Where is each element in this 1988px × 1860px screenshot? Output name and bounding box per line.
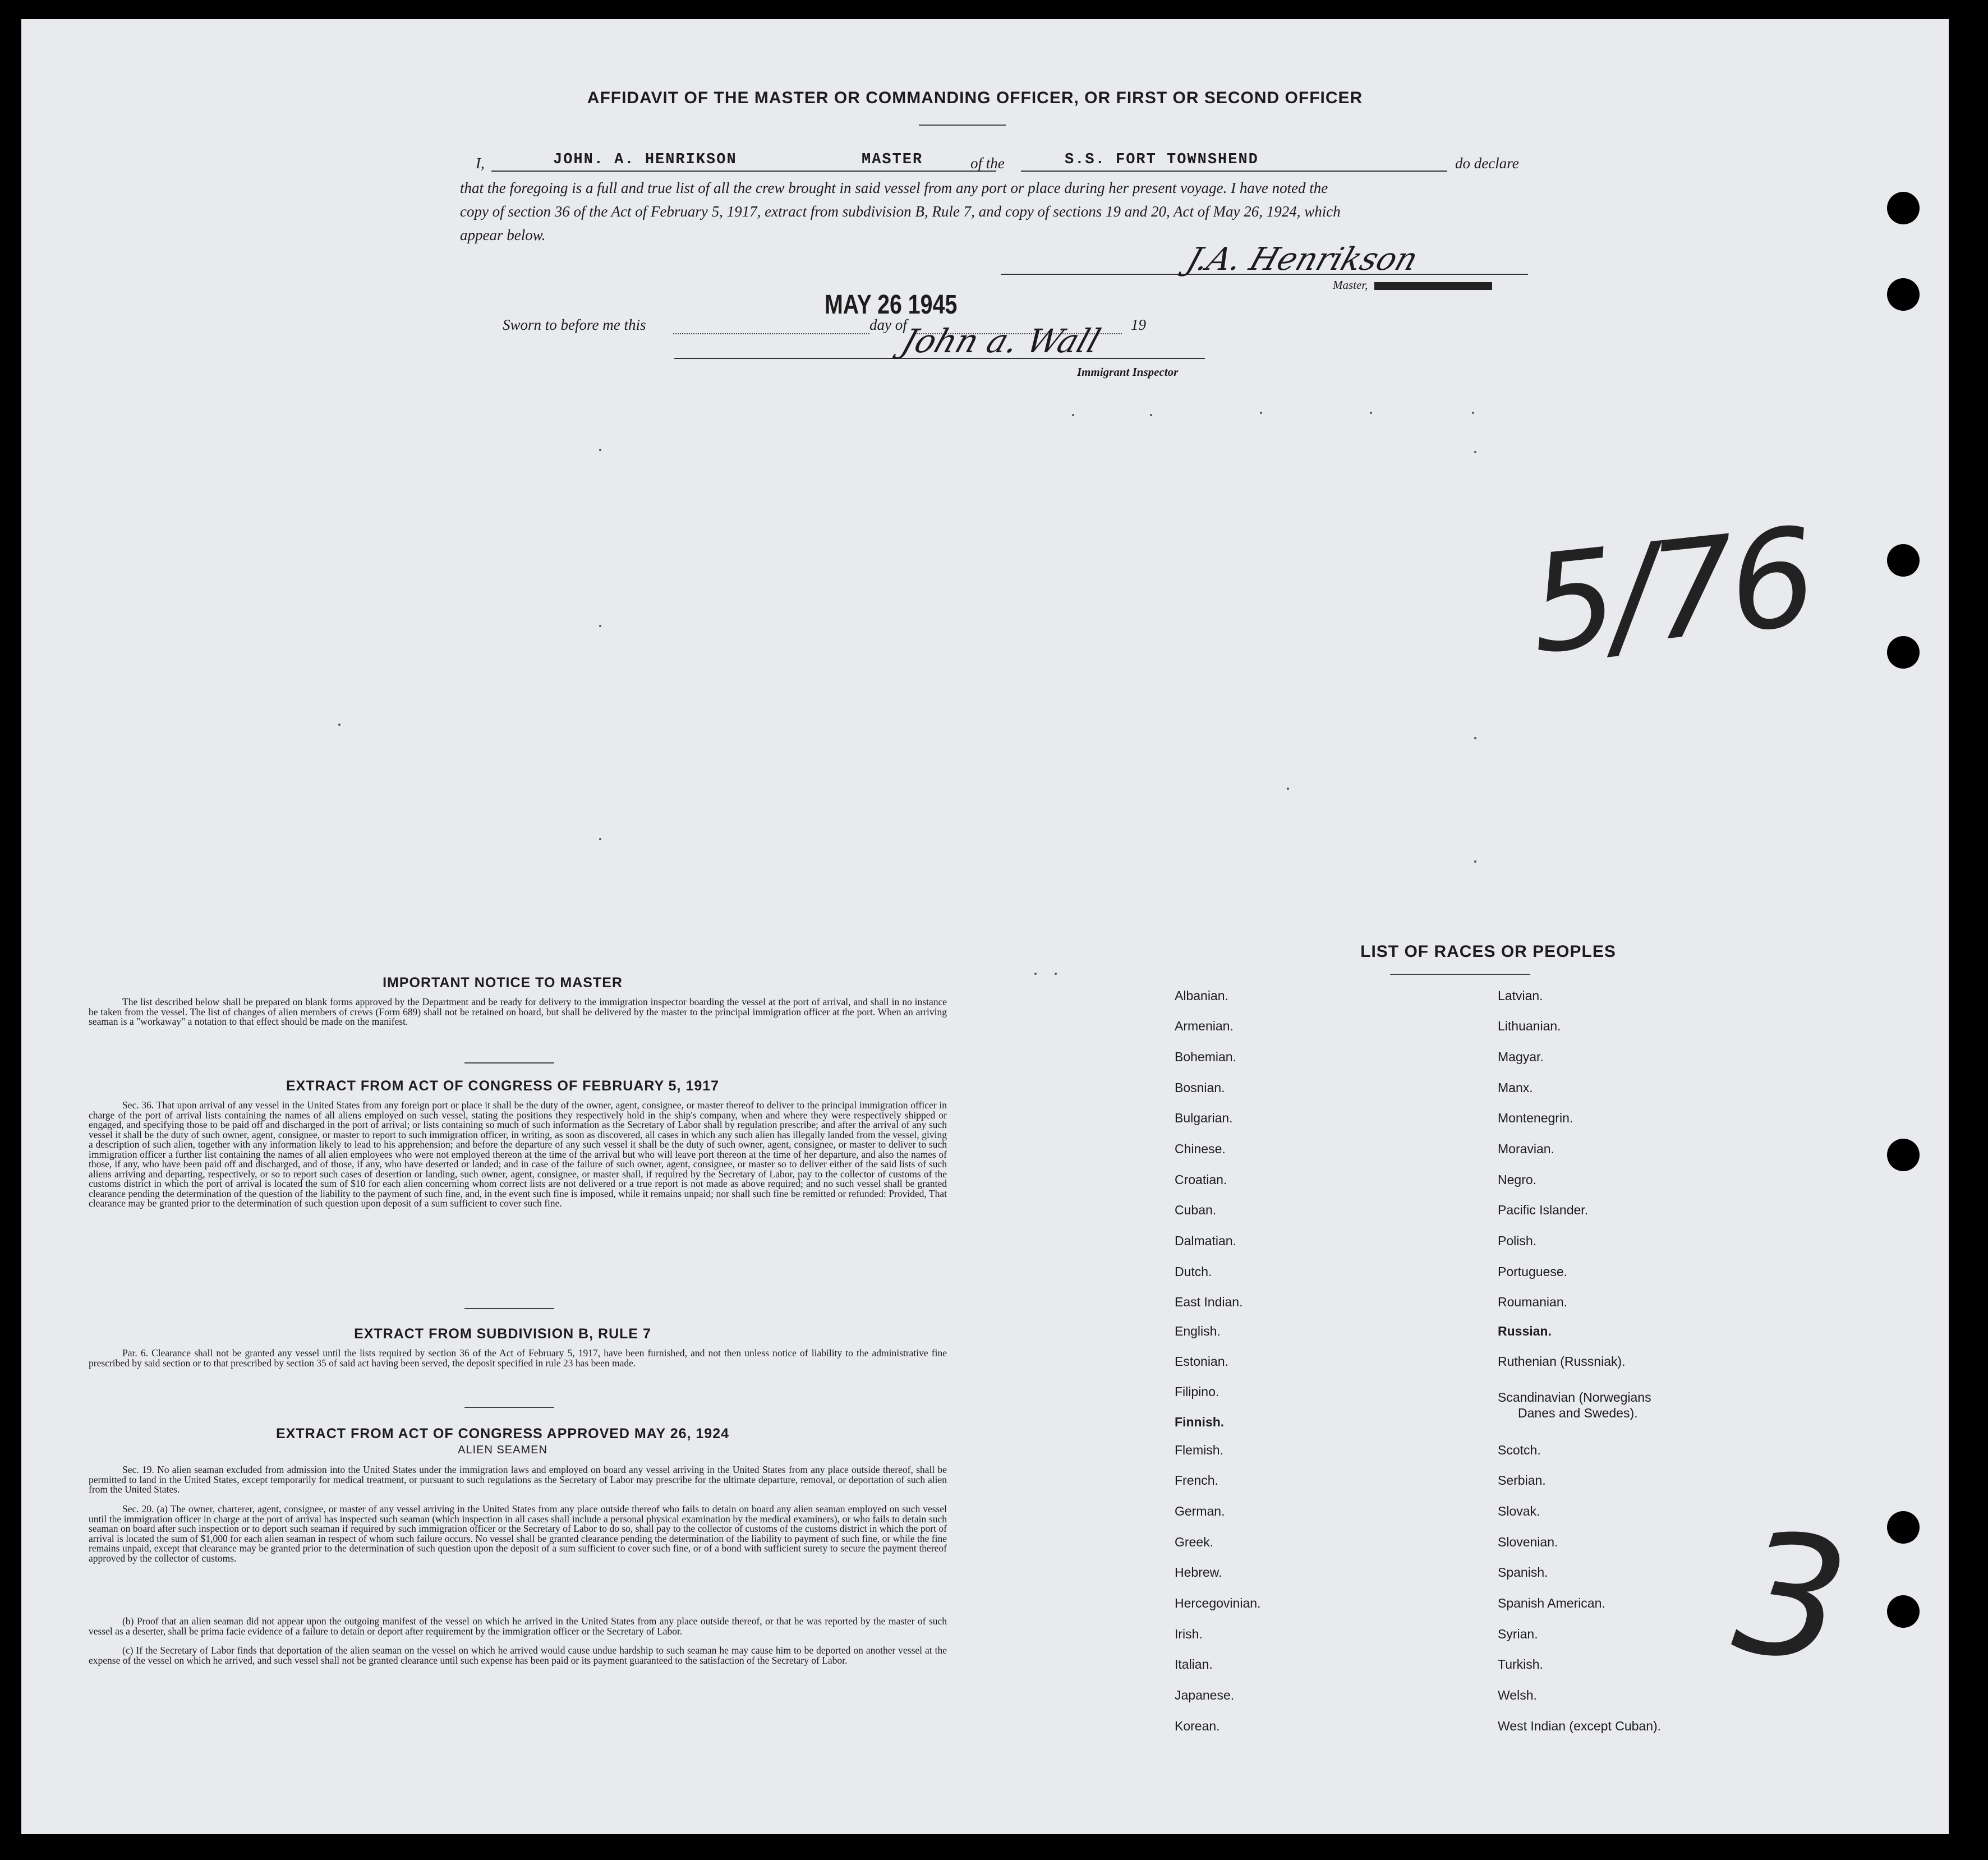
bleed-dot xyxy=(599,449,601,451)
race-left: Greek. xyxy=(1175,1535,1214,1549)
race-right: Danes and Swedes). xyxy=(1518,1406,1638,1420)
race-right: Pacific Islander. xyxy=(1498,1203,1589,1217)
name-field-line xyxy=(491,171,996,172)
bleed-dot xyxy=(599,838,601,840)
notice-title: IMPORTANT NOTICE TO MASTER xyxy=(383,975,623,991)
race-left: Dalmatian. xyxy=(1175,1233,1236,1248)
bleed-dot xyxy=(1472,412,1474,414)
bleed-dot xyxy=(1287,788,1289,790)
master-label xyxy=(1333,278,1492,292)
section-rule xyxy=(464,1308,554,1309)
race-left: Hercegovinian. xyxy=(1175,1596,1261,1610)
date-stamp: MAY 26 1945 xyxy=(825,290,958,320)
handwritten-number: 5/76 xyxy=(1522,498,1818,684)
race-left: English. xyxy=(1175,1324,1221,1338)
race-right: Portuguese. xyxy=(1498,1264,1568,1279)
bleed-dot xyxy=(1055,973,1057,975)
race-right: Spanish. xyxy=(1498,1565,1548,1580)
race-left: Chinese. xyxy=(1175,1141,1226,1156)
race-right: Serbian. xyxy=(1498,1473,1546,1488)
bleed-dot xyxy=(1260,412,1262,414)
bleed-dot xyxy=(1370,412,1372,414)
race-left: French. xyxy=(1175,1473,1218,1488)
race-right: Negro. xyxy=(1498,1172,1537,1187)
master-signature: J.A. Henrikson xyxy=(1182,241,1423,278)
inspector-label: Immigrant Inspector xyxy=(1077,365,1179,379)
do-declare-label: do declare xyxy=(1455,155,1519,172)
document-page xyxy=(21,19,1949,1834)
bleed-dot xyxy=(1474,451,1476,453)
race-left: Albanian. xyxy=(1175,988,1228,1003)
race-left: Bosnian. xyxy=(1175,1080,1225,1095)
master-name-field: JOHN. A. HENRIKSON xyxy=(553,151,737,168)
race-left: Cuban. xyxy=(1175,1203,1217,1217)
extract-1917-text: Sec. 36. That upon arrival of any vessel in the United States from any foreign port or place it shall be the duty of the owner, agent, consignee, or master thereof to deliver to the principal immigration officer in charge of the port of arrival lists containing the names of all aliens employed on such vessel, stating the positions they respectively hold in the ship's company, when and where they were respectively shipped or engaged, and specifying those to be paid off and discharged in the port of arrival; or lists containing so much of such information as the Secretary of Labor shall by regulation prescribe; and after the arrival of any such vessel it shall be the duty of such owner, agent, consignee, or master to report to such immigration officer, in writing, as soon as discovered, all cases in which any such alien has illegally landed from the vessel, giving a description of such alien, together with any information likely to lead to his apprehension; and before the departure of any such vessel it shall be the duty of such owner, agent, consignee, or master to deliver to such immigration officer a further list containing the names of all alien employees who were not employed thereon at the time of the arrival but who will leave port thereon at the time of her departure, and also the names of those, if any, who have been paid off and discharged, and of those, if any, who have deserted or landed; and in case of the failure of such owner, agent, consignee, or master so to deliver either of the said lists of such aliens arriving and departing, respectively, or so to report such cases of desertion or landing, such owner, agent, consignee, or master shall, if required by the Secretary of Labor, pay to the collector of customs of the customs district in which the port of arrival is located the sum of $10 for each alien concerning whom correct lists are not delivered or a true report is not made as above required; and no such vessel shall be granted clearance pending the determination of the question of the liability to the payment of such fine, and, in the event such fine is imposed, while it remains unpaid; nor shall such fine be remitted or refunded: Provided, That clearance may be granted prior to the determination of such question upon deposit of a sum sufficient to cover such fine. xyxy=(89,1099,947,1209)
bleed-dot xyxy=(599,625,601,627)
race-right: Syrian. xyxy=(1498,1627,1538,1641)
bleed-dot xyxy=(1474,860,1476,863)
notice-text: The list described below shall be prepared on blank forms approved by the Department and be ready for delivery to the immigration inspector boarding the vessel at the port of arrival, and shall in no instance be taken from the vessel. The list of changes of alien members of crews (Form 689) shall not be retained on board, but shall be delivered by the master to the principal immigration officer at the port. When an arriving seaman is a "workaway" a notation to that effect should be made on the manifest. xyxy=(89,996,947,1027)
vessel-name-field: S.S. FORT TOWNSHEND xyxy=(1065,151,1259,168)
binder-hole xyxy=(1887,192,1920,224)
sec19-text: Sec. 19. No alien seaman excluded from admission into the United States under the immigration laws and employed on board any vessel arriving in the United States from any place outside thereof, shall be permitted to land in the United States, except temporarily for medical treatment, or pursuant to such regulations as the Secretary of Labor may prescribe for the ultimate departure, removal, or deportation of such alien from the United States. xyxy=(89,1464,947,1495)
inspector-signature: John a. Wall xyxy=(896,322,1106,360)
race-right: Roumanian. xyxy=(1498,1295,1568,1309)
race-left: Bulgarian. xyxy=(1175,1111,1233,1125)
of-the-label: of the xyxy=(970,155,1005,172)
race-left: Italian. xyxy=(1175,1657,1213,1672)
bleed-dot xyxy=(1474,737,1476,739)
race-left: Irish. xyxy=(1175,1627,1203,1641)
bleed-dot xyxy=(1072,414,1074,416)
race-right: Scotch. xyxy=(1498,1443,1541,1457)
race-left: Filipino. xyxy=(1175,1384,1220,1399)
race-left: Bohemian. xyxy=(1175,1049,1236,1064)
race-right: Welsh. xyxy=(1498,1688,1537,1702)
race-left: Flemish. xyxy=(1175,1443,1223,1457)
binder-hole xyxy=(1887,1139,1920,1171)
race-right: Magyar. xyxy=(1498,1049,1544,1064)
race-left: Armenian. xyxy=(1175,1019,1234,1033)
declaration-line-2: that the foregoing is a full and true list of all the crew brought in said vessel from any port or place during her present voyage. I have noted the xyxy=(460,179,1328,196)
race-right: West Indian (except Cuban). xyxy=(1498,1719,1662,1733)
race-right: Russian. xyxy=(1498,1324,1552,1338)
extract-1924-title: EXTRACT FROM ACT OF CONGRESS APPROVED MAY 26, 1924 xyxy=(275,1426,730,1442)
vessel-field-line xyxy=(1021,171,1447,172)
declaration-line-3: copy of section 36 of the Act of February 5, 1917, extract from subdivision B, Rule 7, and copy of sections 19 and 20, Act of May 26, 1924, which xyxy=(460,203,1341,220)
day-of-label: day of xyxy=(869,316,907,333)
race-right: Scandinavian (Norwegians xyxy=(1498,1390,1651,1405)
race-right: Lithuanian. xyxy=(1498,1019,1561,1033)
affidavit-title: AFFIDAVIT OF THE MASTER OR COMMANDING OFFICER, OR FIRST OR SECOND OFFICER xyxy=(587,89,1363,107)
race-left: Hebrew. xyxy=(1175,1565,1222,1580)
handwritten-page-number: 3 xyxy=(1724,1493,1858,1702)
race-right: Manx. xyxy=(1498,1080,1533,1095)
race-left: Dutch. xyxy=(1175,1264,1212,1279)
sworn-label: Sworn to before me this xyxy=(503,316,646,333)
race-left: Japanese. xyxy=(1175,1688,1235,1702)
i-label: I, xyxy=(476,155,485,172)
binder-hole xyxy=(1887,544,1920,577)
race-right: Montenegrin. xyxy=(1498,1111,1573,1125)
extract-rule7-title: EXTRACT FROM SUBDIVISION B, RULE 7 xyxy=(354,1326,651,1342)
extract-rule7-text: Par. 6. Clearance shall not be granted any vessel until the lists required by section 36 of the Act of February 5, 1917, have been furnished, and not then unless notice of liability to the administrative fine prescribed by said section or to that prescribed by section 35 of said act having been served, the deposit specified in rule 23 has been made. xyxy=(89,1347,947,1369)
race-right: Spanish American. xyxy=(1498,1596,1605,1610)
master-label-text: Master, xyxy=(1333,278,1368,292)
declaration-line-4: appear below. xyxy=(460,227,546,243)
race-left: Finnish. xyxy=(1175,1415,1225,1429)
extract-1924-subtitle: ALIEN SEAMEN xyxy=(458,1444,547,1456)
year-label: 19 xyxy=(1131,316,1146,333)
section-rule xyxy=(464,1062,554,1063)
binder-hole xyxy=(1887,278,1920,311)
struck-out-text xyxy=(1374,282,1492,290)
sec20b-text: (b) Proof that an alien seaman did not appear upon the outgoing manifest of the vessel on which he arrived in the United States from any place outside thereof, or that he was reported by the master of such vessel as a deserter, shall be prima facie evidence of a failure to detain or deport after requirement by the immigration officer or the Secretary of Labor. xyxy=(89,1615,947,1637)
rank-field: MASTER xyxy=(862,151,923,168)
race-left: Korean. xyxy=(1175,1719,1220,1733)
race-left: Croatian. xyxy=(1175,1172,1227,1187)
race-right: Slovak. xyxy=(1498,1504,1540,1518)
binder-hole xyxy=(1887,1595,1920,1628)
extract-1917-title: EXTRACT FROM ACT OF CONGRESS OF FEBRUARY 5, 1917 xyxy=(286,1078,720,1094)
race-right: Polish. xyxy=(1498,1233,1537,1248)
race-right: Ruthenian (Russniak). xyxy=(1498,1354,1626,1369)
section-rule xyxy=(464,1407,554,1408)
binder-hole xyxy=(1887,1511,1920,1544)
race-right: Turkish. xyxy=(1498,1657,1543,1672)
sec20c-text: (c) If the Secretary of Labor finds that deportation of the alien seaman on the vessel on which he arrived would cause undue hardship to such seaman he may cause him to be deported on another vessel at the expense of the vessel on which he arrived, and such vessel shall not be granted clearance until such expense has been paid or its payment guaranteed to the satisfaction of the Secretary of Labor. xyxy=(89,1645,947,1666)
bleed-dot xyxy=(338,724,340,726)
race-left: German. xyxy=(1175,1504,1225,1518)
race-right: Latvian. xyxy=(1498,988,1543,1003)
sworn-day-line xyxy=(673,333,869,334)
bleed-dot xyxy=(1034,973,1037,975)
title-rule xyxy=(919,125,1006,126)
sec20a-text: Sec. 20. (a) The owner, charterer, agent, consignee, or master of any vessel arriving in the United States from any place outside thereof who fails to detain on board any alien seaman employed on such vessel until the immigration officer in charge at the port of arrival has inspected such seaman (which inspection in all cases shall include a personal physical examination by the medical examiners), or who fails to detain such seaman on board after such inspection or to deport such seaman if required by such immigration officer or the Secretary of Labor to do so, shall pay to the collector of customs of the customs district in which the port of arrival is located the sum of $1,000 for each alien seaman in respect of whom such failure occurs. No vessel shall be granted clearance pending the determination of the liability to payment of such fine, or while the fine remains unpaid, except that clearance may be granted prior to the determination of such question upon the deposit of a sum sufficient to cover such fine, or of a bond with sufficient surety to secure the payment thereof approved by the collector of customs. xyxy=(89,1503,947,1564)
races-title: LIST OF RACES OR PEOPLES xyxy=(1360,942,1616,961)
race-right: Slovenian. xyxy=(1498,1535,1558,1549)
race-left: East Indian. xyxy=(1175,1295,1243,1309)
race-right: Moravian. xyxy=(1498,1141,1554,1156)
bleed-dot xyxy=(1150,414,1152,416)
binder-hole xyxy=(1887,636,1920,669)
race-left: Estonian. xyxy=(1175,1354,1228,1369)
races-title-rule xyxy=(1390,974,1530,975)
